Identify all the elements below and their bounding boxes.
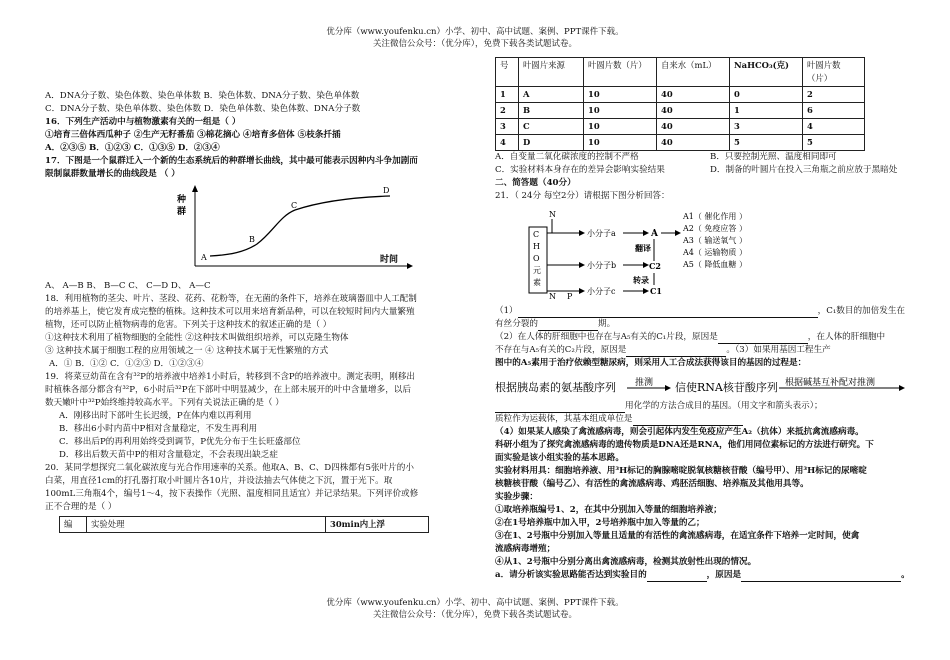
table-cell: 10 — [584, 119, 657, 135]
p1-label: （1） — [495, 306, 518, 316]
table-head-cell: 叶圆片来源 — [519, 58, 584, 87]
p1-blank-3[interactable] — [538, 320, 598, 331]
q18-options: A．① B．①② C．①②③ D．①②③④ — [49, 359, 204, 369]
flow-label-2: 根据碱基互补配对推测 — [785, 378, 876, 388]
flow-step-1: 根据胰岛素的氨基酸序列 — [495, 381, 616, 394]
q21-part3-line — [495, 400, 925, 413]
table-head-row — [496, 58, 865, 87]
q20-option-c: C．实验材料本身存在的差异会影响实验结果 — [495, 165, 665, 175]
p3-blank-2[interactable] — [633, 415, 743, 426]
header-line-1: 优分库（www.youfenku.cn）小学、初中、高中试题、案例、PPT课件下载。 — [326, 27, 624, 37]
table-head-cell: 自来水（mL） — [657, 58, 730, 87]
table-row — [496, 135, 865, 151]
q20-stem-4: 正不合理的是（ ） — [45, 502, 117, 512]
dg-p: P — [567, 292, 573, 301]
q19-stem-1: 19．将菜豆幼苗在含有³²P的培养液中培养1小时后，转移到不含P的培养液中。测定表明，刚移出 — [45, 372, 416, 382]
p2-text-d: 。（3）如果用基因工程生产 — [726, 345, 831, 355]
q16-stem: 16．下列生产活动中与植物激素有关的一组是（ ） — [45, 117, 241, 127]
q21-part4-line1: （4）如果某人感染了禽流感病毒，则会引起体内发生免疫应产生A₂（抗体）来抵抗禽流感病毒。 — [495, 427, 864, 437]
x-axis-arrow-icon — [407, 263, 413, 269]
dg-fanyi: 翻译 — [635, 243, 651, 253]
dg-n1: N — [549, 210, 556, 219]
q17-options: A、 A—B B、 B—C C、 C—D D、 A—C — [45, 281, 211, 291]
q21-materials-2: 核糖核苷酸（编号乙）、有活性的禽流感病毒、鸡胚活细胞、培养瓶及其他用具等。 — [495, 479, 809, 489]
page-footer — [0, 597, 950, 621]
p3-text-b: 质粒作为运载体，其基本组成单位是 — [495, 414, 633, 424]
q21-part3-intro: 图中的A₅素用于治疗依赖型糖尿病，则采用人工合成法获得该目的基因的过程是： — [495, 358, 807, 368]
table-cell: 5 — [730, 135, 803, 151]
dg-arrow-icon — [579, 288, 585, 294]
table-cell: 1 — [730, 103, 803, 119]
table-cell: 1 — [496, 87, 519, 103]
q15-options-cd: C．DNA分子数、染色单体数、染色体数 D．染色单体数、染色体数、DNA分子数 — [45, 104, 361, 114]
flow-arrow-icon — [899, 385, 905, 391]
population-growth-curve — [177, 184, 415, 276]
p2-text-b: ，在人体的肝细胞中 — [807, 332, 886, 342]
p3-blank-1[interactable] — [495, 402, 625, 413]
dg-n2: N — [549, 292, 556, 301]
dg-c1: C1 — [650, 286, 662, 296]
qa-text-3: 。 — [901, 570, 910, 580]
table-h-treatment: 实验处理 — [87, 517, 326, 533]
q20-options-ab — [495, 151, 925, 164]
p2-text-c: 不存在与A₅有关的C₂片段，原因是 — [495, 345, 627, 355]
table-row — [496, 103, 865, 119]
q20-stem-1: 20．某同学想探究二氧化碳浓度与光合作用速率的关系。他取A、B、C、D四株都有5张叶片的小 — [45, 463, 414, 473]
q19-stem-2: 时植株各部分都含有³²P，6小时后³²P在下部叶中明显减少，在上部未展开的叶中含量增多，以后 — [45, 385, 411, 395]
curve-point-c: C — [291, 201, 298, 210]
table-cell: 2 — [803, 87, 865, 103]
gene-synthesis-flow — [495, 376, 915, 398]
curve-ylabel-2: 群 — [177, 207, 187, 217]
table-cell: 3 — [496, 119, 519, 135]
curve-ylabel-1: 种 — [177, 195, 187, 205]
dg-arrow-icon — [643, 230, 649, 236]
p1-blank-1[interactable] — [518, 307, 788, 318]
q20-stem-2: 白菜，用直径1cm的打孔器打取小叶圆片各10片，并设法抽去气体使之下沉，置于光下。取 — [45, 476, 393, 486]
q20-table — [495, 57, 865, 151]
dg-c2: C2 — [649, 261, 661, 271]
q18-stem-1: 18．利用植物的茎尖、叶片、茎段、花药、花粉等，在无菌的条件下，培养在玻璃器皿中人工配制 — [45, 294, 417, 304]
section-2-title: 二、简答题（40分） — [495, 178, 576, 188]
q19-stem-3: 数天嫩叶中³²P始终维持较高水平。下列有关说法正确的是（ ） — [45, 398, 284, 408]
dg-h: H — [533, 242, 540, 251]
q21-part1 — [495, 305, 925, 318]
table-cell: 4 — [803, 119, 865, 135]
table-h-float: 30min内上浮 — [326, 517, 429, 533]
q20-stem-3: 100mL三角瓶4个，编号1～4，按下表操作（光照、温度相同且适宜）并记录结果。下列评价或修 — [45, 489, 419, 499]
curve-point-b: B — [249, 235, 255, 244]
right-column — [495, 57, 925, 582]
table-cell: 4 — [496, 135, 519, 151]
y-axis-arrow-icon — [192, 185, 198, 192]
table-cell: 40 — [657, 87, 730, 103]
curve-point-d: D — [383, 186, 390, 195]
q21-step-3b: 流感病毒增殖； — [495, 544, 556, 554]
q21-part2-line1 — [495, 331, 925, 344]
dg-arrow-icon — [579, 262, 585, 268]
dg-func-5: A5（ 降低血糖 ） — [683, 260, 747, 269]
q19-option-d: D．移出后数天苗中P的相对含量稳定，不会表现出缺乏症 — [59, 450, 278, 460]
qa-text-1: a．请分析该实验思路能否达到实验目的 — [495, 570, 647, 580]
growth-curve-line — [210, 196, 390, 256]
table-row — [496, 87, 865, 103]
table-cell: C — [519, 119, 584, 135]
q20-option-d: D．制备的叶圆片在投入三角瓶之前应放于黑暗处 — [710, 165, 898, 175]
flow-arrow-icon — [665, 385, 671, 391]
dg-func-1: A1（ 催化作用 ） — [683, 212, 747, 221]
q18-stem-3: 植物，还可以防止植物病毒的危害。下列关于这种技术的叙述正确的是（ ） — [45, 320, 332, 330]
flow-step-2: 信使RNA核苷酸序列 — [675, 381, 778, 394]
q15-options-ab: A．DNA分子数、染色体数、染色单体数 B．染色体数、DNA分子数、染色单体数 — [45, 91, 360, 101]
dg-zhuanlu: 转录 — [633, 275, 649, 285]
q21-question-a — [495, 569, 925, 582]
page-header — [0, 26, 950, 50]
table-cell: 40 — [657, 103, 730, 119]
dg-small-c: 小分子c — [587, 287, 616, 296]
table-h-num: 编 — [60, 517, 87, 533]
p1-text-b: ，C₁数目的加倍发生在 — [817, 306, 906, 316]
p1-blank-2[interactable] — [788, 307, 818, 318]
dg-yuan: 元 — [533, 266, 541, 275]
q20-table-header — [59, 516, 429, 533]
dg-func-3: A3（ 输送氧气 ） — [683, 236, 747, 245]
q19-option-a: A．刚移出时下部叶生长迟缓，P在体内难以再利用 — [59, 411, 252, 421]
dg-func-2: A2（ 免疫应答 ） — [683, 224, 747, 233]
header-line-2: 关注微信公众号：（优分库），免费下载各类试题试卷。 — [372, 39, 577, 49]
q21-materials-1: 实验材料用具：细胞培养液、用³H标记的胸腺嘧啶脱氧核糖核苷酸（编号甲）、用³H标记的尿嘧啶 — [495, 466, 867, 476]
q16-options: A．②③⑤ B．①②③ C．①③⑤ D．②③④ — [45, 143, 220, 153]
qa-blank-2[interactable] — [741, 571, 901, 582]
table-head-cell: 叶圆片数（片） — [803, 58, 865, 87]
dg-o: O — [533, 254, 540, 263]
q17-stem-2: 限制鼠群数量增长的曲线段是 （ ） — [45, 169, 180, 179]
table-head-cell: 号 — [496, 58, 519, 87]
dg-arrow-icon — [675, 230, 681, 236]
qa-text-2: ，原因是 — [706, 570, 742, 580]
left-column — [45, 90, 450, 533]
dg-c: C — [533, 230, 540, 239]
table-cell: 10 — [584, 87, 657, 103]
table-cell: 2 — [496, 103, 519, 119]
table-cell: A — [519, 87, 584, 103]
q18-statements-1: ①这种技术利用了植物细胞的全能性 ②这种技术叫做组织培养，可以克隆生物体 — [45, 333, 349, 343]
q21-steps-title: 实验步骤： — [495, 492, 538, 502]
q16-items: ①培育三倍体西瓜种子 ②生产无籽番茄 ③棉花摘心 ④培育多倍体 ⑤枝条扦插 — [45, 130, 341, 140]
q20-option-b: B．只要控制光照、温度相同即可 — [710, 152, 837, 162]
q21-part4-line3: 面实验是该小组实验的基本思路。 — [495, 453, 624, 463]
q21-part3-line2 — [495, 413, 925, 426]
table-cell: 10 — [584, 103, 657, 119]
flow-label-1: 推测 — [635, 378, 654, 388]
q21-part2-line2 — [495, 344, 925, 357]
table-head-cell: 叶圆片数（片） — [584, 58, 657, 87]
table-cell: 40 — [657, 135, 730, 151]
q21-step-1: ①取培养瓶编号1、2，在其中分别加入等量的细胞培养液； — [495, 505, 722, 515]
p2-blank-1[interactable] — [718, 333, 808, 344]
q21-step-2: ②在1号培养瓶中加入甲，2号培养瓶中加入等量的乙； — [495, 518, 705, 528]
molecule-diagram — [515, 207, 815, 299]
dg-func-4: A4（ 运输物质 ） — [683, 248, 747, 257]
q21-stem: 21．（ 24分 每空2分）请根据下图分析回答： — [495, 191, 670, 201]
dg-small-a: 小分子a — [587, 229, 616, 238]
q21-part4-line2: 科研小组为了探究禽流感病毒的遗传物质是DNA还是RNA，他们用同位素标记的方法进行研究。下 — [495, 440, 874, 450]
p1-text-c: 有丝分裂的 — [495, 319, 538, 329]
dg-arrow-icon — [579, 230, 585, 236]
table-cell: 6 — [803, 103, 865, 119]
q19-option-b: B．移出6小时内苗中P相对含量稳定，不发生再利用 — [59, 424, 258, 434]
p1-text-d: 期。 — [597, 319, 616, 329]
table-cell: 10 — [584, 135, 657, 151]
q21-step-4: ④从1、2号瓶中分别分离出禽流感病毒，检测其放射性出现的情况。 — [495, 557, 757, 567]
p3-text-a: 用化学的方法合成目的基因。（用文字和箭头表示）； — [625, 401, 823, 411]
q20-options-cd — [495, 164, 925, 177]
table-cell: 3 — [730, 119, 803, 135]
table-cell: D — [519, 135, 584, 151]
table-row — [496, 119, 865, 135]
q17-stem-1: 17．下图是一个鼠群迁入一个新的生态系统后的种群增长曲线，其中最可能表示因种内斗争加剧而 — [45, 156, 418, 166]
table-head-cell: NaHCO₃(克) — [730, 58, 803, 87]
dg-big-a: A — [651, 229, 658, 239]
p2-blank-2[interactable] — [626, 346, 726, 357]
footer-line-1: 优分库（www.youfenku.cn）小学、初中、高中试题、案例、PPT课件下载。 — [326, 598, 624, 608]
table-cell: 40 — [657, 119, 730, 135]
q18-statements-2: ③ 这种技术属于细胞工程的应用领域之一 ④ 这种技术属于无性繁殖的方式 — [45, 346, 329, 356]
q20-option-a: A．自变量二氧化碳浓度的控制不严格 — [495, 152, 639, 162]
p2-text-a: （2）在人体的肝细胞中也存在与A₅有关的C₁片段，原因是 — [495, 332, 718, 342]
table-cell: B — [519, 103, 584, 119]
curve-xlabel: 时间 — [380, 255, 399, 265]
footer-line-2: 关注微信公众号：（优分库），免费下载各类试题试卷。 — [372, 610, 577, 620]
qa-blank-1[interactable] — [647, 571, 707, 582]
dg-small-b: 小分子b — [587, 261, 617, 270]
q21-part1-line2 — [495, 318, 925, 331]
q21-step-3a: ③在1、2号瓶中分别加入等量且适量的有活性的禽流感病毒，在适宜条件下培养一定时间，使禽 — [495, 531, 860, 541]
dg-arrow-icon — [643, 288, 649, 294]
curve-point-a: A — [201, 253, 207, 262]
table-cell: 5 — [803, 135, 865, 151]
q19-option-c: C．移出后P的再利用始终受到调节，P优先分布于生长旺盛部位 — [59, 437, 301, 447]
table-cell: 0 — [730, 87, 803, 103]
dg-su: 素 — [533, 278, 541, 287]
q18-stem-2: 的培养基上，使它发育成完整的植株。这种技术可以用来培育新品种，可以在较短时间内大量繁殖 — [45, 307, 415, 317]
